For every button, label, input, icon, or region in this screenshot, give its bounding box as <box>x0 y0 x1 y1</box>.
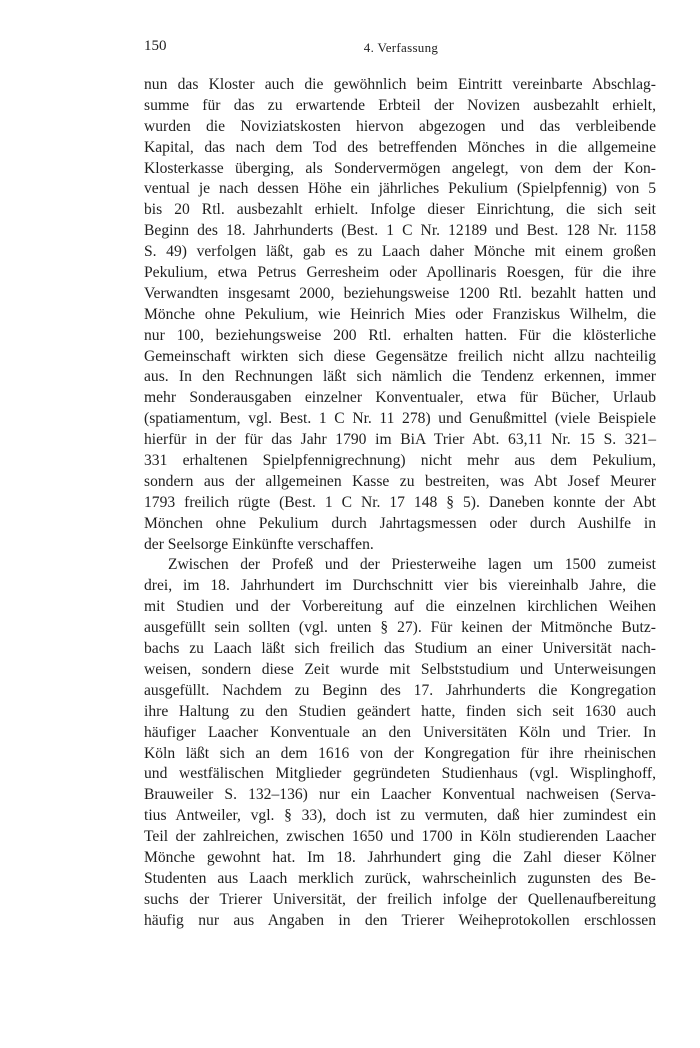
text-line: ausgefüllt sein sollten (vgl. unten § 27). Für keinen der Mitmönche Butz- <box>144 619 656 637</box>
text-line: Brauweiler S. 132–136) nur ein Laacher Konventual nachweisen (Serva- <box>144 786 656 804</box>
text-line: suchs der Trierer Universität, der freilich infolge der Quellenaufbereitung <box>144 890 656 908</box>
text-line: Verwandten insgesamt 2000, beziehungsweise 1200 Rtl. bezahlt hatten und <box>144 284 656 302</box>
text-line: aus. In den Rechnungen läßt sich nämlich die Tendenz erkennen, immer <box>144 368 656 386</box>
text-line: Beginn des 18. Jahrhunderts (Best. 1 C Nr. 12189 und Best. 128 Nr. 1158 <box>144 222 656 240</box>
text-line: Zwischen der Profeß und der Priesterweihe lagen um 1500 zumeist <box>168 556 656 574</box>
text-line: (spatiamentum, vgl. Best. 1 C Nr. 11 278) und Genußmittel (viele Beispiele <box>144 410 656 428</box>
running-head: 4. Verfassung <box>363 40 439 55</box>
text-line: S. 49) verfolgen läßt, gab es zu Laach daher Mönche mit einem großen <box>144 243 656 261</box>
text-line: weisen, sondern diese Zeit wurde mit Selbststudium und Unterweisungen <box>144 660 656 678</box>
text-line: ihre Haltung zu den Studien geändert hatte, finden sich seit 1630 auch <box>144 702 656 720</box>
text-line: Gemeinschaft wirkten sich diese Gegensätze freilich nicht allzu nachteilig <box>144 347 656 365</box>
page-header <box>146 0 656 60</box>
text-line: Klosterkasse überging, als Sondervermögen angelegt, von dem der Kon- <box>144 159 656 177</box>
text-line: wurden die Noviziatskosten hiervon abgezogen und das verbleibende <box>144 117 656 135</box>
text-line: mehr Sonderausgaben einzelner Konventualer, etwa für Bücher, Urlaub <box>144 389 656 407</box>
text-line: häufiger Laacher Konventuale an den Universitäten Köln und Trier. In <box>144 723 656 741</box>
text-line: hierfür in der für das Jahr 1790 im BiA Trier Abt. 63,11 Nr. 15 S. 321– <box>144 431 656 449</box>
text-line: häufig nur aus Angaben in den Trierer Weiheprotokollen erschlossen <box>144 911 656 929</box>
text-line: Köln läßt sich an dem 1616 von der Kongregation für ihre rheinischen <box>144 744 656 762</box>
text-line: summe für das zu erwartende Erbteil der Novizen ausbezahlt erhielt, <box>144 96 656 114</box>
text-line: der Seelsorge Einkünfte verschaffen. <box>144 535 374 553</box>
text-line: Mönche ohne Pekulium, wie Heinrich Mies oder Franziskus Wilhelm, die <box>144 305 656 323</box>
text-line: Mönche gewohnt hat. Im 18. Jahrhundert ging die Zahl dieser Kölner <box>144 848 656 866</box>
text-line: ausgefüllt. Nachdem zu Beginn des 17. Jahrhunderts die Kongregation <box>144 681 656 699</box>
text-line: 331 erhaltenen Spielpfennigrechnung) nicht mehr aus dem Pekulium, <box>144 452 656 470</box>
text-line: bis 20 Rtl. ausbezahlt erhielt. Infolge dieser Einrichtung, die sich seit <box>144 201 656 219</box>
text-line: 1793 freilich rügte (Best. 1 C Nr. 17 148 § 5). Daneben konnte der Abt <box>144 493 656 511</box>
text-line: bachs zu Laach läßt sich freilich das Studium an einer Universität nach- <box>144 640 656 658</box>
text-line: Mönchen ohne Pekulium durch Jahrtagsmessen oder durch Aushilfe in <box>144 514 656 532</box>
text-line: drei, im 18. Jahrhundert im Durchschnitt vier bis viereinhalb Jahre, die <box>144 577 656 595</box>
text-line: ventual je nach dessen Höhe ein jährliches Pekulium (Spielpfennig) von 5 <box>144 180 656 198</box>
body-text <box>144 75 656 932</box>
text-line: tius Antweiler, vgl. § 33), doch ist zu vermuten, daß hier zumindest ein <box>144 807 656 825</box>
text-line: nun das Kloster auch die gewöhnlich beim Eintritt vereinbarte Abschlag- <box>144 76 656 93</box>
text-line: Kapital, das nach dem Tod des betreffenden Mönches in die allgemeine <box>144 138 656 156</box>
text-line: Teil der zahlreichen, zwischen 1650 und 1700 in Köln studierenden Laacher <box>144 828 656 846</box>
text-line: Studenten aus Laach merklich zurück, wahrscheinlich zugunsten des Be- <box>144 869 656 887</box>
text-line: und westfälischen Mitglieder gegründeten Studienhaus (vgl. Wisplinghoff, <box>144 765 656 783</box>
text-line: Pekulium, etwa Petrus Gerresheim oder Apollinaris Roesgen, für die ihre <box>144 264 656 282</box>
book-page <box>144 0 656 929</box>
text-line: mit Studien und der Vorbereitung auf die einzelnen kirchlichen Weihen <box>144 598 656 616</box>
text-line: sondern aus der allgemeinen Kasse zu bestreiten, was Abt Josef Meurer <box>144 472 656 490</box>
text-line: nur 100, beziehungsweise 200 Rtl. erhalten hatten. Für die klösterliche <box>144 326 656 344</box>
page-number: 150 <box>144 38 167 54</box>
